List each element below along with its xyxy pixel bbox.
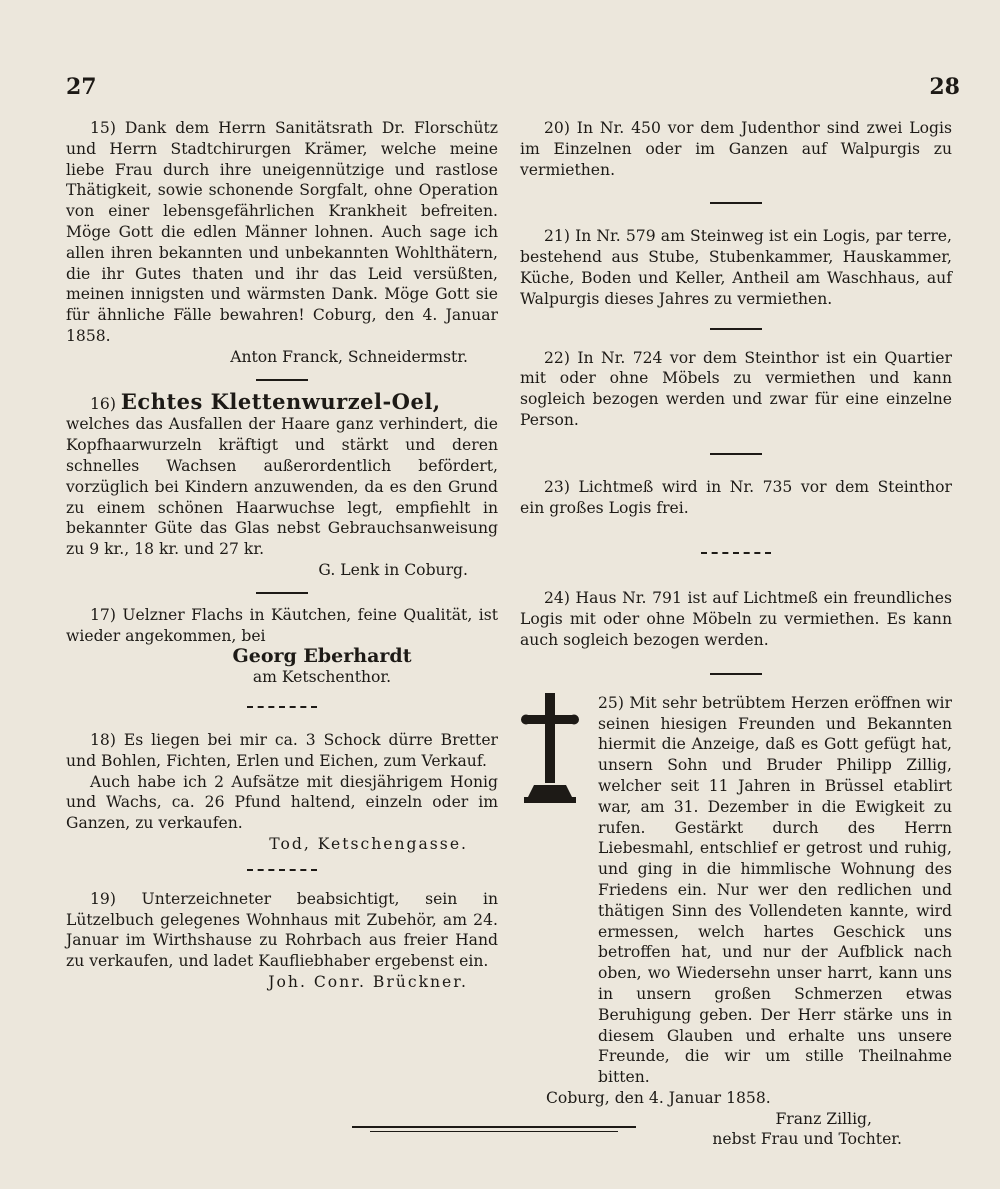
ad-25-signature-2: nebst Frau und Tochter. — [712, 1130, 902, 1149]
ad-17-location: am Ketschenthor. — [252, 668, 392, 687]
ad-15 — [66, 118, 498, 368]
ad-25-date: Coburg, den 4. Januar 1858. — [546, 1088, 771, 1107]
divider — [256, 379, 308, 381]
ad-19-text: 19) Unterzeichneter beabsichtigt, sein in Lützelbuch gelegenes Wohnhaus mit Zubehör, am 24. Januar im Wirthshause zu Rohrbach aus freier Hand zu verkaufen, und ladet Kaufliebhaber ergebenst ein. — [66, 889, 498, 971]
ad-21 — [520, 226, 952, 309]
ad-16-heading — [66, 388, 498, 415]
divider — [247, 706, 317, 708]
ad-25-text: 25) Mit sehr betrübtem Herzen eröffnen wir seinen hiesigen Freunden und Bekannten hiermit die Anzeige, daß es Gott gefügt hat, unsern Sohn und Bruder Philipp Zillig, welcher seit 11 Jahren in Brüssel etablirt war, am 31. Dezember in die Ewigkeit zu rufen. Gestärkt durch des Herrn Liebesmahl, entschlief er getrost und ruhig, und ging in die himmlische Wohnung des Friedens ein. Nur wer den redlichen und thätigen Sinn des Vollendeten kannte, wird ermessen, welch hartes Geschick uns betroffen hat, und nur der Aufblick nach oben, wo Wiedersehn unser harrt, kann uns in unsern großen Schmerzen etwas Beruhigung geben. Der Herr stärke uns in diesem Glauben und erhalte uns unsere Freunde, die wir um stille Theilnahme bitten. — [598, 693, 952, 1087]
ad-18-text: 18) Es liegen bei mir ca. 3 Schock dürre Bretter und Bohlen, Fichten, Erlen und Eichen, zum Verkauf. — [66, 730, 498, 770]
page-number-left: 27 — [66, 74, 97, 100]
ad-21-text: 21) In Nr. 579 am Steinweg ist ein Logis, par terre, bestehend aus Stube, Stubenkammer, Hauskammer, Küche, Boden und Keller, Antheil am Waschhaus, auf Walpurgis dieses Jahres zu vermiethen. — [520, 227, 952, 308]
ad-23-text: 23) Lichtmeß wird in Nr. 735 vor dem Steinthor ein großes Logis frei. — [520, 477, 952, 517]
ad-17-text: 17) Uelzner Flachs in Käutchen, feine Qualität, ist wieder angekommen, bei — [66, 605, 498, 645]
divider — [701, 552, 771, 554]
ad-16-signature: G. Lenk in Coburg. — [318, 560, 468, 579]
ad-17-merchant-name: Georg Eberhardt — [232, 645, 412, 668]
cross-icon — [520, 693, 580, 805]
ad-25-signature-1: Franz Zillig, — [775, 1109, 872, 1128]
page-bottom-rule-inner — [370, 1131, 618, 1132]
ad-24-text: 24) Haus Nr. 791 ist auf Lichtmeß ein freundliches Logis mit oder ohne Möbeln zu vermiethen. Es kann auch sogleich bezogen werden. — [520, 589, 952, 649]
ad-20-text: 20) In Nr. 450 vor dem Judenthor sind zwei Logis im Einzelnen oder im Ganzen auf Walpurgis zu vermiethen. — [520, 119, 952, 179]
divider — [256, 592, 308, 594]
ad-20 — [520, 118, 952, 180]
page-number-right: 28 — [929, 74, 960, 100]
ad-22 — [520, 348, 952, 431]
ad-16-number: 16) — [90, 394, 116, 413]
ad-17 — [66, 605, 498, 688]
ad-16-title: Echtes Klettenwurzel-Oel, — [120, 388, 441, 414]
ad-23 — [520, 477, 952, 519]
right-column — [520, 118, 952, 1150]
divider — [710, 202, 762, 204]
ad-18-signature: Tod, Ketschengasse. — [269, 834, 468, 853]
ad-25-obituary — [520, 693, 952, 1151]
ad-19-signature: Joh. Conr. Brückner. — [268, 972, 468, 991]
left-column — [66, 118, 498, 993]
ad-18-text-2: Auch habe ich 2 Aufsätze mit diesjährigem Honig und Wachs, ca. 26 Pfund haltend, einzeln oder im Ganzen, zu verkaufen. — [66, 772, 498, 833]
divider — [710, 328, 762, 330]
ad-15-text: 15) Dank dem Herrn Sanitätsrath Dr. Florschütz und Herrn Stadtchirurgen Krämer, welche meine liebe Frau durch ihre uneigennützige und rastlose Thätigkeit, sowie schonende Sorgfalt, ohne Operation von einer lebensgefährlichen Krankheit befreiten. Möge Gott die edlen Männer lohnen. Auch sage ich allen ihren bekannten und unbekannten Wohlthätern, die ihr Gutes thaten und ihr das Leid versüßten, meinen innigsten und wärmsten Dank. Möge Gott sie für ähnliche Fälle bewahren! Coburg, den 4. Januar 1858. — [66, 119, 498, 345]
ad-16-text: welches das Ausfallen der Haare ganz verhindert, die Kopfhaarwurzeln kräftigt und stärkt und deren schnelles Wachsen außerordentlich befördert, vorzüglich bei Kindern anzuwenden, da es den Grund zu einem schönen Haarwuchse legt, empfiehlt in bekannter Güte das Glas nebst Gebrauchsanweisung zu 9 kr., 18 kr. und 27 kr. — [66, 415, 498, 559]
ad-16 — [66, 388, 498, 581]
divider — [247, 869, 317, 871]
divider — [710, 453, 762, 455]
ad-18 — [66, 730, 498, 855]
ad-15-signature: Anton Franck, Schneidermstr. — [230, 347, 468, 366]
ad-24 — [520, 588, 952, 650]
ad-22-text: 22) In Nr. 724 vor dem Steinthor ist ein Quartier mit oder ohne Möbels zu vermiethen und kann sogleich bezogen werden und zwar für eine einzelne Person. — [520, 348, 952, 429]
divider — [710, 673, 762, 675]
page-bottom-rule — [352, 1126, 636, 1128]
ad-19 — [66, 889, 498, 993]
